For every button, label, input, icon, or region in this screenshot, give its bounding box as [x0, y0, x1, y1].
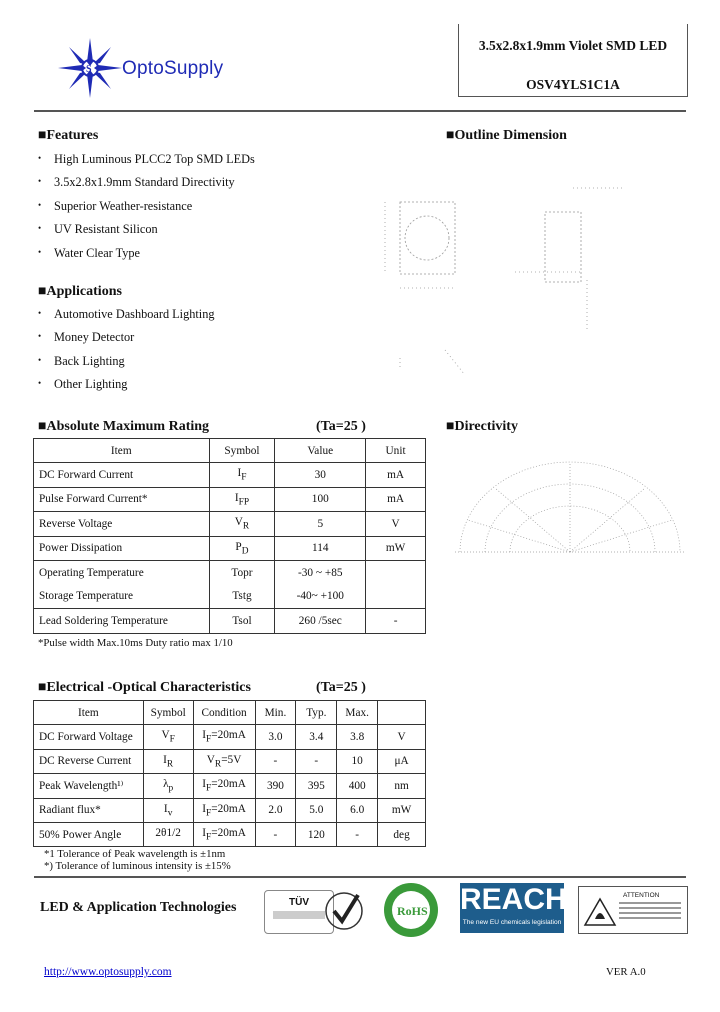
list-item: • UV Resistant Silicon — [38, 217, 255, 240]
eoc-note-2: *) Tolerance of luminous intensity is ±15% — [44, 860, 231, 872]
brand-name: OptoSupply — [122, 58, 224, 79]
brand-logo — [52, 36, 292, 100]
list-item: • Superior Weather-resistance — [38, 194, 255, 217]
eoc-condition: (Ta=25 ) — [316, 680, 366, 695]
certified-check-icon — [324, 885, 364, 933]
list-item: • 3.5x2.8x1.9mm Standard Directivity — [38, 170, 255, 193]
header-divider — [34, 110, 686, 112]
features-heading: ■Features — [38, 128, 99, 143]
star-logo-icon — [52, 36, 132, 100]
directivity-chart — [450, 460, 690, 580]
eoc-heading: ■Electrical -Optical Characteristics — [38, 680, 251, 695]
list-item: • Automotive Dashboard Lighting — [38, 302, 215, 325]
abs-max-note: *Pulse width Max.10ms Duty ratio max 1/10 — [38, 637, 233, 649]
features-list — [38, 147, 255, 264]
table-row: Peak Wavelength¹⁾ $\lambda_p$ $I_F=20mA$ 390 395 400 nm — [34, 774, 426, 798]
table-row: Pulse Forward Current* $I_{FP}$ 100 mA — [34, 487, 426, 512]
reach-logo: REACH The new EU chemicals legislation — [460, 883, 564, 933]
table-row: Storage Temperature Tstg -40~ +100 — [34, 585, 426, 609]
col-header: Item — [34, 439, 210, 463]
table-row: Radiant flux* $I_v$ $I_F=20mA$ 2.0 5.0 6.0 mW — [34, 798, 426, 822]
table-row: Reverse Voltage $V_R$ 5 V — [34, 512, 426, 537]
table-row: Lead Soldering Temperature Tsol 260 /5sec - — [34, 609, 426, 634]
footer-divider — [34, 876, 686, 878]
table-row: 50% Power Angle 2θ1/2 $I_F=20mA$ - 120 - deg — [34, 822, 426, 846]
outline-drawing — [355, 180, 645, 380]
esd-warning-icon — [583, 897, 617, 927]
applications-list — [38, 302, 215, 396]
col-header: Unit — [366, 439, 426, 463]
applications-heading: ■Applications — [38, 284, 122, 299]
table-row: DC Forward Current $I_F$ 30 mA — [34, 463, 426, 488]
list-item: • Other Lighting — [38, 372, 215, 395]
product-title: 3.5x2.8x1.9mm Violet SMD LED — [478, 38, 668, 53]
table-header-row — [34, 439, 426, 463]
tuv-logo: TÜV — [264, 890, 334, 934]
directivity-heading: ■Directivity — [446, 419, 518, 434]
list-item: • Back Lighting — [38, 349, 215, 372]
table-row: Operating Temperature Topr -30 ~ +85 — [34, 561, 426, 585]
table-row: DC Reverse Current $I_R$ $V_R=5V$ - - 10 μA — [34, 749, 426, 773]
table-header-row: Item Symbol Condition Min. Typ. Max. — [34, 701, 426, 725]
svg-text:S: S — [86, 64, 92, 75]
eoc-table — [33, 700, 426, 847]
abs-max-heading: ■Absolute Maximum Rating — [38, 419, 210, 434]
eoc-note-1: *1 Tolerance of Peak wavelength is ±1nm — [44, 848, 226, 860]
rohs-logo — [378, 882, 444, 938]
esd-warning-logo: ATTENTION — [578, 886, 688, 934]
svg-text:RoHS: RoHS — [397, 904, 428, 918]
list-item: • High Luminous PLCC2 Top SMD LEDs — [38, 147, 255, 170]
version-label: VER A.0 — [606, 966, 646, 978]
title-box — [458, 24, 688, 97]
outline-heading: ■Outline Dimension — [446, 128, 567, 143]
abs-max-table — [33, 438, 426, 634]
abs-max-condition: (Ta=25 ) — [316, 419, 366, 434]
table-row: Power Dissipation $P_D$ 114 mW — [34, 536, 426, 561]
list-item: • Money Detector — [38, 325, 215, 348]
part-number: OSV4YLS1C1A — [526, 77, 620, 92]
list-item: • Water Clear Type — [38, 241, 255, 264]
table-row: DC Forward Voltage $V_F$ $I_F=20mA$ 3.0 3.4 3.8 V — [34, 725, 426, 749]
website-link[interactable]: http://www.optosupply.com — [44, 966, 172, 978]
col-header: Value — [275, 439, 366, 463]
col-header: Symbol — [209, 439, 275, 463]
company-name: LED & Application Technologies — [40, 900, 237, 915]
